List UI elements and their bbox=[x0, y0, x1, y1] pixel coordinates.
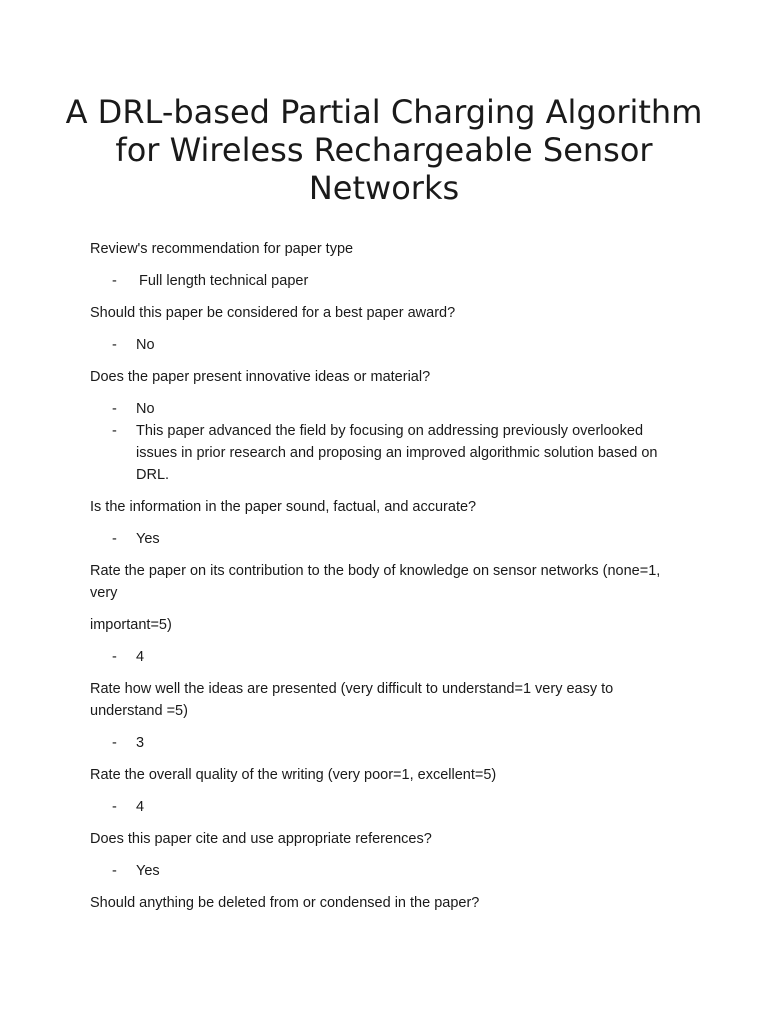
bullet-dash: - bbox=[112, 531, 117, 547]
answer-text: 4 bbox=[136, 649, 145, 665]
answer-text: This paper advanced the field by focusing on addressing previously overlooked issues in prior research and proposing an improved algorithmic solution based on DRL. bbox=[136, 423, 658, 483]
bullet-dash: - bbox=[112, 799, 117, 815]
answer-list-paper-type bbox=[90, 270, 680, 292]
list-item bbox=[90, 796, 680, 818]
answer-text: 4 bbox=[136, 799, 145, 815]
bullet-dash: - bbox=[112, 401, 117, 417]
question-contribution-cont: important=5) bbox=[90, 617, 172, 633]
question-sound: Is the information in the paper sound, factual, and accurate? bbox=[90, 499, 477, 515]
question-presentation: Rate how well the ideas are presented (very difficult to understand=1 very easy to understand =5) bbox=[90, 681, 614, 719]
answer-text: 3 bbox=[136, 735, 145, 751]
bullet-dash: - bbox=[112, 735, 117, 751]
answer-text: No bbox=[136, 337, 155, 353]
answer-list-innovative bbox=[90, 398, 680, 486]
question-innovative: Does the paper present innovative ideas or material? bbox=[90, 369, 431, 385]
page-title: A DRL-based Partial Charging Algorithm for Wireless Rechargeable Sensor Networks bbox=[65, 93, 703, 207]
bullet-dash: - bbox=[112, 649, 117, 665]
question-writing-quality: Rate the overall quality of the writing (very poor=1, excellent=5) bbox=[90, 767, 497, 783]
question-best-paper: Should this paper be considered for a best paper award? bbox=[90, 305, 456, 321]
list-item bbox=[90, 334, 680, 356]
answer-text: Full length technical paper bbox=[139, 273, 309, 289]
question-references: Does this paper cite and use appropriate references? bbox=[90, 831, 432, 847]
review-body bbox=[90, 238, 680, 924]
list-item bbox=[90, 860, 680, 882]
answer-list-best-paper bbox=[90, 334, 680, 356]
answer-list-sound bbox=[90, 528, 680, 550]
answer-list-contribution bbox=[90, 646, 680, 668]
bullet-dash: - bbox=[112, 337, 117, 353]
bullet-dash: - bbox=[112, 273, 117, 289]
question-condense: Should anything be deleted from or condensed in the paper? bbox=[90, 895, 480, 911]
answer-list-presentation bbox=[90, 732, 680, 754]
answer-text: Yes bbox=[136, 531, 160, 547]
bullet-dash: - bbox=[112, 423, 117, 439]
list-item bbox=[90, 646, 680, 668]
question-contribution: Rate the paper on its contribution to the body of knowledge on sensor networks (none=1, very bbox=[90, 563, 661, 601]
list-item bbox=[90, 420, 680, 486]
answer-text: Yes bbox=[136, 863, 160, 879]
answer-text: No bbox=[136, 401, 155, 417]
list-item bbox=[90, 528, 680, 550]
answer-list-writing-quality bbox=[90, 796, 680, 818]
bullet-dash: - bbox=[112, 863, 117, 879]
list-item bbox=[90, 270, 680, 292]
answer-list-references bbox=[90, 860, 680, 882]
list-item bbox=[90, 398, 680, 420]
list-item bbox=[90, 732, 680, 754]
question-paper-type: Review's recommendation for paper type bbox=[90, 241, 354, 257]
